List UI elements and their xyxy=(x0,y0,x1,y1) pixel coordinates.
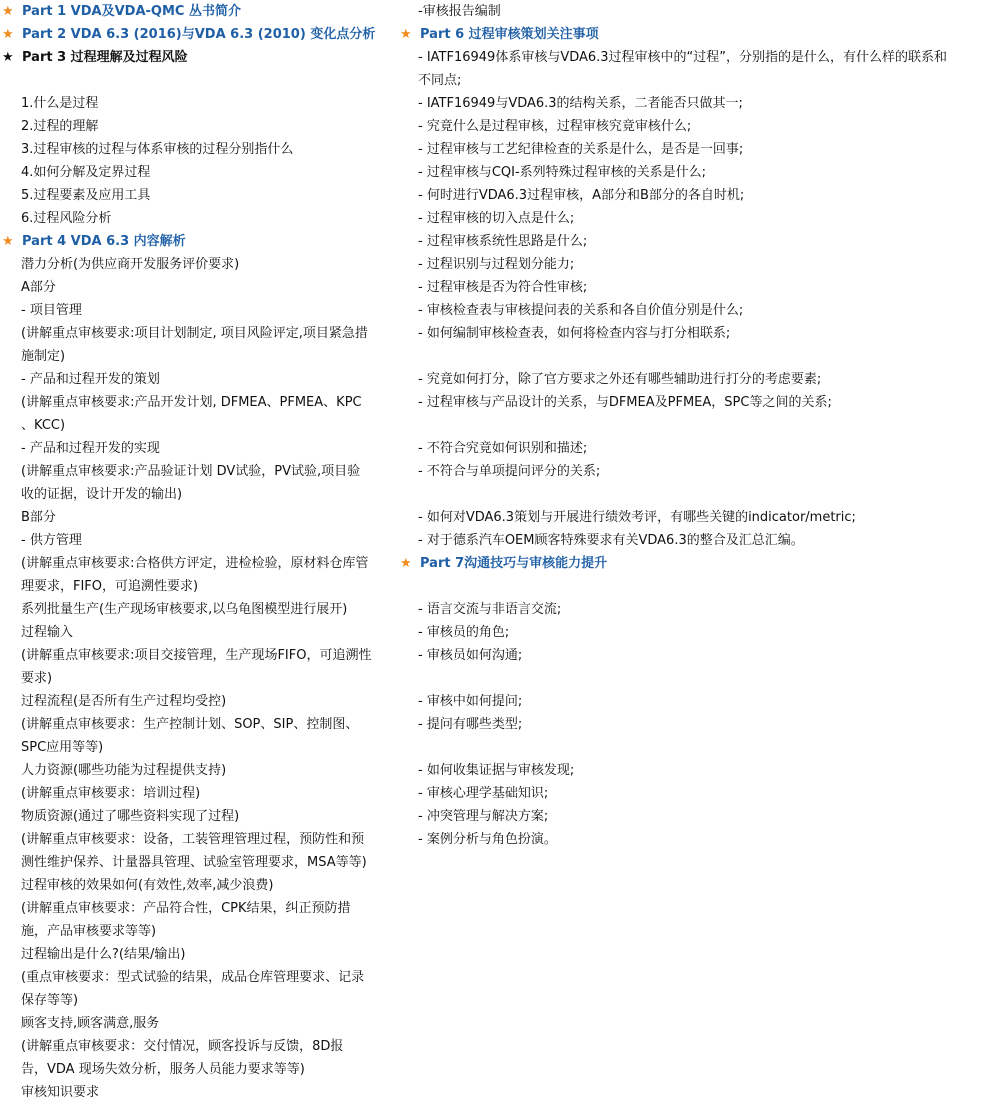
text-line: (讲解重点审核要求：交付情况，顾客投诉与反馈，8D报 xyxy=(21,1039,344,1054)
text-line: - 审核员如何沟通; xyxy=(418,648,523,663)
list-item: 3.过程审核的过程与体系审核的过程分别指什么 xyxy=(21,142,294,157)
text-line: (讲解重点审核要求：产品符合性，CPK结果，纠正预防措 xyxy=(21,901,351,916)
text-line: (讲解重点审核要求:产品开发计划, DFMEA、PFMEA、KPC xyxy=(21,395,362,410)
part6-heading: ★ Part 6 过程审核策划关注事项 xyxy=(398,23,1000,46)
text-line: (讲解重点审核要求：设备，工装管理管理过程，预防性和预 xyxy=(21,832,365,847)
text-line: - 如何收集证据与审核发现; xyxy=(418,763,575,778)
text-line: A部分 xyxy=(21,280,56,295)
text-line: (讲解重点审核要求：生产控制计划、SOP、SIP、控制图、 xyxy=(21,717,359,732)
list-item: 2.过程的理解 xyxy=(21,119,99,134)
text-line: - 过程审核与产品设计的关系，与DFMEA及PFMEA，SPC等之间的关系; xyxy=(418,395,832,410)
part3-heading: ★ Part 3 过程理解及过程风险 xyxy=(0,46,398,69)
star-icon: ★ xyxy=(400,556,412,571)
text-line: 不同点; xyxy=(418,73,462,88)
text-line: 顾客支持,顾客满意,服务 xyxy=(21,1016,160,1031)
text-line: - IATF16949体系审核与VDA6.3过程审核中的“过程”，分别指的是什么，有什么样的联系和 xyxy=(418,50,948,65)
list-item: 1.什么是过程 xyxy=(21,96,99,111)
text-line: 、KCC) xyxy=(21,418,66,433)
part2-heading: ★ Part 2 VDA 6.3 (2016)与VDA 6.3 (2010) 变化点分析 xyxy=(0,23,398,46)
text-line: - 审核员的角色; xyxy=(418,625,510,640)
text-line: - 对于德系汽车OEM顾客特殊要求有关VDA6.3的整合及汇总汇编。 xyxy=(418,533,804,548)
text-line: - IATF16949与VDA6.3的结构关系，二者能否只做其一; xyxy=(418,96,743,111)
text-line: 告，VDA 现场失效分析，服务人员能力要求等等) xyxy=(21,1062,305,1077)
text-line: - 产品和过程开发的实现 xyxy=(21,441,160,456)
text-line: - 不符合究竟如何识别和描述; xyxy=(418,441,588,456)
text-line: 要求) xyxy=(21,671,53,686)
text-line: 过程输入 xyxy=(21,625,74,640)
text-line: - 如何对VDA6.3策划与开展进行绩效考评，有哪些关键的indicator/metric; xyxy=(418,510,856,525)
text-line: 收的证据，设计开发的输出) xyxy=(21,487,183,502)
text-line: SPC应用等等) xyxy=(21,740,104,755)
text-line: - 审核心理学基础知识; xyxy=(418,786,549,801)
text-line: 过程审核的效果如何(有效性,效率,减少浪费) xyxy=(21,878,274,893)
part7-heading: ★ Part 7沟通技巧与审核能力提升 xyxy=(398,552,1000,575)
text-line: (讲解重点审核要求:合格供方评定，进检检验，原材料仓库管 xyxy=(21,556,369,571)
text-line: - 供方管理 xyxy=(21,533,82,548)
text-line: 理要求，FIFO，可追溯性要求) xyxy=(21,579,199,594)
text-line: - 语言交流与非语言交流; xyxy=(418,602,562,617)
text-line: 系列批量生产(生产现场审核要求,以乌龟图模型进行展开) xyxy=(21,602,348,617)
text-line: - 过程审核是否为符合性审核; xyxy=(418,280,588,295)
star-icon: ★ xyxy=(2,27,14,42)
text-line: - 过程审核与CQI-系列特殊过程审核的关系是什么; xyxy=(418,165,707,180)
text-line: (讲解重点审核要求：培训过程) xyxy=(21,786,201,801)
text-line: - 过程审核的切入点是什么; xyxy=(418,211,575,226)
text-line: (讲解重点审核要求:项目交接管理，生产现场FIFO，可追溯性 xyxy=(21,648,372,663)
text-line: 物质资源(通过了哪些资料实现了过程) xyxy=(21,809,240,824)
text-line: 审核知识要求 xyxy=(21,1085,100,1100)
text-line: - 冲突管理与解决方案; xyxy=(418,809,549,824)
list-item: 5.过程要素及应用工具 xyxy=(21,188,151,203)
text-line: - 何时进行VDA6.3过程审核，A部分和B部分的各自时机; xyxy=(418,188,745,203)
text-line: - 不符合与单项提问评分的关系; xyxy=(418,464,601,479)
star-icon: ★ xyxy=(2,234,14,249)
text-line: - 过程审核与工艺纪律检查的关系是什么，是否是一回事; xyxy=(418,142,744,157)
part1-heading: ★ Part 1 VDA及VDA-QMC 丛书简介 xyxy=(0,0,398,23)
text-line: - 提问有哪些类型; xyxy=(418,717,523,732)
text-line: 施制定) xyxy=(21,349,66,364)
text-line: - 如何编制审核检查表，如何将检查内容与打分相联系; xyxy=(418,326,731,341)
text-line: (重点审核要求：型式试验的结果，成品仓库管理要求、记录 xyxy=(21,970,365,985)
text-line: B部分 xyxy=(21,510,56,525)
text-line: 测性维护保养、计量器具管理、试验室管理要求，MSA等等) xyxy=(21,855,367,870)
text-line: 保存等等) xyxy=(21,993,79,1008)
text-line: 潜力分析(为供应商开发服务评价要求) xyxy=(21,257,240,272)
text-line: - 究竟如何打分，除了官方要求之外还有哪些辅助进行打分的考虑要素; xyxy=(418,372,822,387)
text-line: - 项目管理 xyxy=(21,303,82,318)
text-line: - 产品和过程开发的策划 xyxy=(21,372,160,387)
star-icon: ★ xyxy=(2,50,14,65)
text-line: 人力资源(哪些功能为过程提供支持) xyxy=(21,763,227,778)
list-item: 4.如何分解及定界过程 xyxy=(21,165,151,180)
text-line: 过程输出是什么?(结果/输出) xyxy=(21,947,186,962)
text-line: -审核报告编制 xyxy=(418,4,501,19)
text-line: - 案例分析与角色扮演。 xyxy=(418,832,557,847)
text-line: 施，产品审核要求等等) xyxy=(21,924,157,939)
text-line: (讲解重点审核要求:项目计划制定, 项目风险评定,项目紧急措 xyxy=(21,326,368,341)
star-icon: ★ xyxy=(400,27,412,42)
text-line: (讲解重点审核要求:产品验证计划 DV试验，PV试验,项目验 xyxy=(21,464,361,479)
part4-heading: ★ Part 4 VDA 6.3 内容解析 xyxy=(0,230,398,253)
star-icon: ★ xyxy=(2,4,14,19)
list-item: 6.过程风险分析 xyxy=(21,211,112,226)
text-line: 过程流程(是否所有生产过程均受控) xyxy=(21,694,227,709)
text-line: - 过程审核系统性思路是什么; xyxy=(418,234,588,249)
text-line: - 审核检查表与审核提问表的关系和各自价值分别是什么; xyxy=(418,303,744,318)
text-line: - 审核中如何提问; xyxy=(418,694,523,709)
text-line: - 过程识别与过程划分能力; xyxy=(418,257,575,272)
text-line: - 究竟什么是过程审核，过程审核究竟审核什么; xyxy=(418,119,692,134)
